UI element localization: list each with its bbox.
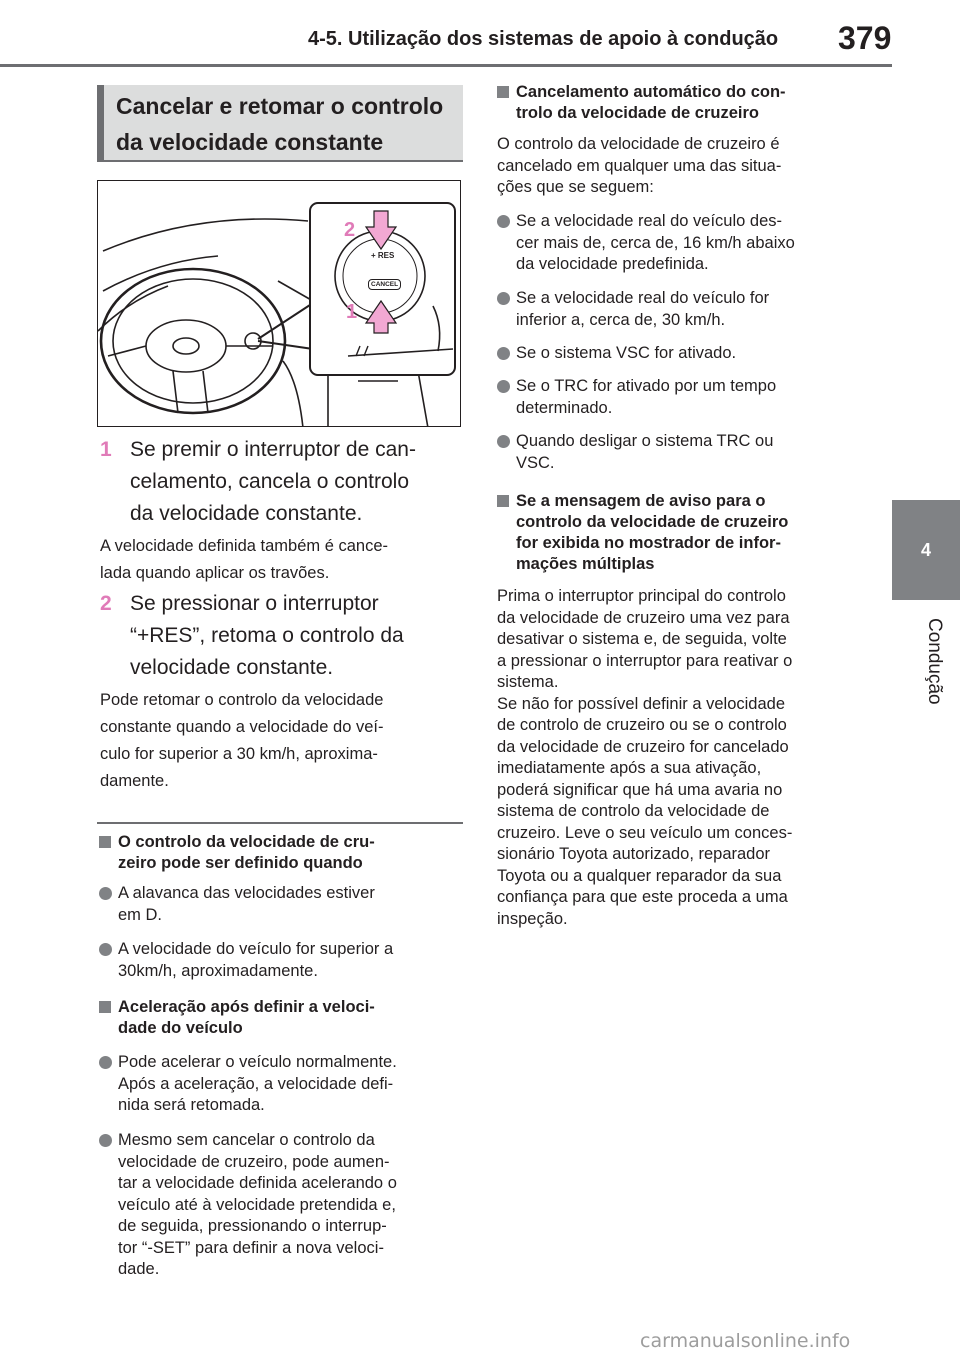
bullet-line: velocidade de cruzeiro, pode aumen- <box>118 1152 390 1171</box>
bullet-line: A alavanca das velocidades estiver <box>118 884 375 902</box>
section-rule <box>97 160 463 162</box>
note-line: culo for superior a 30 km/h, aproxima- <box>100 745 378 763</box>
step-line: Se premir o interruptor de can- <box>130 438 416 461</box>
note-line: lada quando aplicar os travões. <box>100 564 330 582</box>
callout-number-2: 2 <box>344 219 356 241</box>
square-bullet-icon <box>497 495 509 507</box>
bullet-line: Mesmo sem cancelar o controlo da <box>118 1131 375 1149</box>
step-line: velocidade constante. <box>130 656 334 679</box>
circle-bullet-icon <box>99 1134 112 1147</box>
circle-bullet-icon <box>497 435 510 448</box>
bullet-line: tar a velocidade definida acelerando o <box>118 1174 397 1192</box>
body-line: Toyota ou a qualquer reparador da sua <box>497 866 782 885</box>
res-label: + RES <box>371 251 395 260</box>
heading-line: zeiro pode ser definido quando <box>118 854 363 872</box>
circle-bullet-icon <box>99 887 112 900</box>
bullet-line: 30km/h, aproximadamente. <box>118 961 318 980</box>
body-line: sionário Toyota autorizado, reparador <box>497 845 771 863</box>
bullet-line: Pode acelerar o veículo normalmente. <box>118 1053 397 1071</box>
body-line: desativar o sistema e, de seguida, volte <box>497 630 787 648</box>
bullet-line: Se a velocidade real do veículo for <box>516 289 770 307</box>
note-line: Pode retomar o controlo da velocidade <box>100 691 384 709</box>
step-number: 1 <box>100 438 112 461</box>
heading-line: dade do veículo <box>118 1019 243 1037</box>
bullet-line: Após a aceleração, a velocidade defi- <box>118 1074 394 1093</box>
heading-line: Aceleração após definir a veloci- <box>118 998 375 1016</box>
bullet-line: nida será retomada. <box>118 1096 265 1114</box>
chapter-section-title: 4-5. Utilização dos sistemas de apoio à condução <box>308 28 779 50</box>
body-line: sistema. <box>497 673 559 691</box>
body-line: Se não for possível definir a velocidade <box>497 694 786 713</box>
heading-line: Cancelamento automático do con- <box>516 83 786 101</box>
circle-bullet-icon <box>497 380 510 393</box>
bullet-line: Se o TRC for ativado por um tempo <box>516 377 777 395</box>
step-1-note <box>100 533 466 587</box>
chapter-tab-label: Condução <box>924 618 945 705</box>
bullet-line: dade. <box>118 1260 160 1278</box>
body-line: de controlo de cruzeiro ou se o controlo <box>497 716 787 734</box>
heading-line: Se a mensagem de aviso para o <box>516 492 766 510</box>
note-line: A velocidade definida também é cance- <box>100 537 389 555</box>
heading-line: controlo da velocidade de cruzeiro <box>516 513 789 531</box>
section-title-line2: da velocidade constante <box>116 129 384 155</box>
body-line: O controlo da velocidade de cruzeiro é <box>497 135 780 153</box>
callout-arrows <box>98 181 461 427</box>
circle-bullet-icon <box>99 943 112 956</box>
bullet-line: Quando desligar o sistema TRC ou <box>516 432 774 450</box>
circle-bullet-icon <box>497 347 510 360</box>
bullet-line: da velocidade predefinida. <box>516 255 709 273</box>
arrow-2-icon <box>366 211 396 249</box>
bullet-line: veículo até à velocidade pretendida e, <box>118 1195 396 1214</box>
step-line: da velocidade constante. <box>130 502 363 525</box>
body-line: imediatamente após a sua ativação, <box>497 759 762 777</box>
bullet-line: tor “-SET” para definir a nova veloci- <box>118 1238 384 1257</box>
bullet-line: de seguida, pressionando o interrup- <box>118 1217 387 1235</box>
bullet-line: determinado. <box>516 398 613 417</box>
steering-wheel-illustration <box>97 180 461 427</box>
body-line: a pressionar o interruptor para reativar o <box>497 651 793 670</box>
bullet-line: inferior a, cerca de, 30 km/h. <box>516 310 726 329</box>
body-line: sistema de controlo da velocidade de <box>497 802 770 820</box>
body-line: cancelado em qualquer uma das situa- <box>497 156 782 175</box>
step-2-note <box>100 687 466 795</box>
bullet-line: VSC. <box>516 453 555 472</box>
header-rule <box>0 64 892 67</box>
square-bullet-icon <box>497 86 509 98</box>
note-line: damente. <box>100 772 169 790</box>
divider <box>97 822 463 824</box>
callout-number-1: 1 <box>346 301 358 323</box>
body-line: da velocidade de cruzeiro uma vez para <box>497 608 790 627</box>
bullet-line: cer mais de, cerca de, 16 km/h abaixo <box>516 233 795 252</box>
body-paragraph <box>497 586 877 930</box>
bullet-line: em D. <box>118 905 163 924</box>
body-line: cruzeiro. Leve o seu veículo um conces- <box>497 823 793 842</box>
page-number: 379 <box>838 20 892 56</box>
body-line: da velocidade de cruzeiro for cancelado <box>497 737 789 756</box>
body-line: Prima o interruptor principal do controlo <box>497 587 786 605</box>
heading-line: mações múltiplas <box>516 555 655 573</box>
chapter-tab: 4 <box>892 500 960 600</box>
section-title-box <box>97 85 463 160</box>
body-line: confiança para que este proceda a uma <box>497 888 788 906</box>
step-number: 2 <box>100 592 112 615</box>
intro-paragraph <box>497 134 872 199</box>
heading-line: O controlo da velocidade de cru- <box>118 833 375 851</box>
cancel-label: CANCEL <box>368 279 401 290</box>
watermark[interactable]: carmanualsonline.info <box>640 1330 851 1352</box>
arrow-1-icon <box>366 301 396 333</box>
step-line: “+RES”, retoma o controlo da <box>130 624 404 647</box>
square-bullet-icon <box>99 1001 111 1013</box>
square-bullet-icon <box>99 836 111 848</box>
note-line: constante quando a velocidade do veí- <box>100 718 384 736</box>
step-line: Se pressionar o interruptor <box>130 592 379 615</box>
bullet-line: A velocidade do veículo for superior a <box>118 940 394 958</box>
bullet-line: Se o sistema VSC for ativado. <box>516 344 737 362</box>
circle-bullet-icon <box>497 292 510 305</box>
step-line: celamento, cancela o controlo <box>130 470 409 493</box>
circle-bullet-icon <box>99 1056 112 1069</box>
bullet-line: Se a velocidade real do veículo des- <box>516 212 782 230</box>
heading-line: for exibida no mostrador de infor- <box>516 534 781 552</box>
body-line: inspeção. <box>497 909 568 928</box>
circle-bullet-icon <box>497 215 510 228</box>
heading-line: trolo da velocidade de cruzeiro <box>516 104 759 122</box>
section-title-line1: Cancelar e retomar o controlo <box>116 93 444 119</box>
body-line: poderá significar que há uma avaria no <box>497 780 783 799</box>
body-line: ções que se seguem: <box>497 178 654 196</box>
